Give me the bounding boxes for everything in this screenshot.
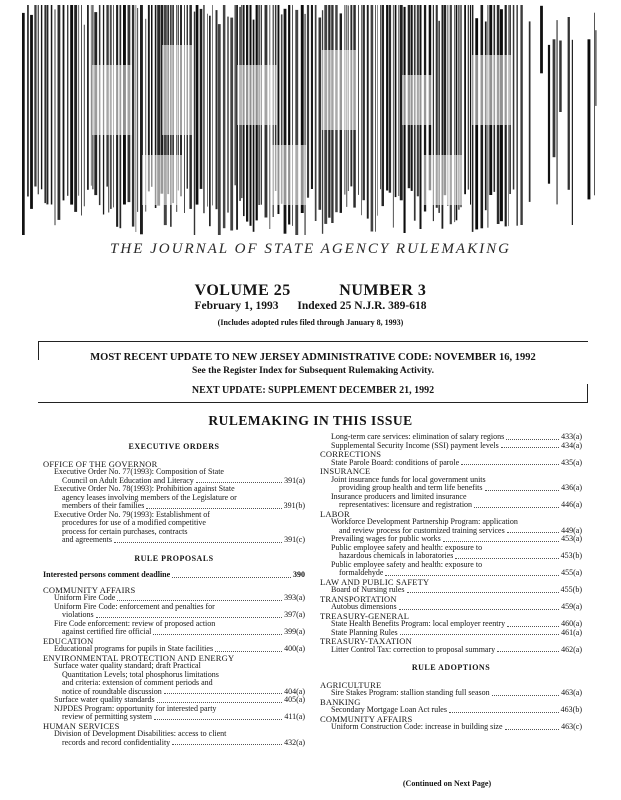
- masthead-stripe: [34, 5, 36, 187]
- contents-left-column: [43, 433, 305, 747]
- page-reference: 449(a): [561, 525, 582, 535]
- entry-line: members of their families: [62, 502, 145, 510]
- masthead-stripe: [58, 5, 61, 220]
- journal-subtitle: THE JOURNAL OF STATE AGENCY RULEMAKING: [110, 241, 511, 257]
- entry-line: review of permitting system: [62, 713, 152, 721]
- masthead-stripe: [78, 5, 79, 196]
- entry-line: Autobus dimensions: [331, 603, 397, 611]
- page-reference: 434(a): [561, 440, 582, 450]
- entry-line: Surface water quality standards: [54, 696, 155, 704]
- masthead-stripe: [63, 5, 65, 200]
- page-reference: 411(a): [284, 712, 305, 721]
- volume-number-line: [0, 282, 621, 300]
- entry-line: Council on Adult Education and Literacy: [62, 476, 194, 485]
- date-line: [0, 300, 621, 312]
- agency-heading: ENVIRONMENTAL PROTECTION AND ENERGY: [43, 652, 235, 663]
- masthead-stripe: [529, 21, 531, 202]
- page-reference: 390: [293, 570, 305, 579]
- masthead-stripe: [380, 5, 381, 189]
- section-heading: RULE PROPOSALS: [134, 553, 214, 563]
- agency-heading: TREASURY-TAXATION: [320, 636, 412, 646]
- page-reference: 391(b): [283, 501, 305, 510]
- masthead-stripe: [557, 20, 558, 204]
- masthead-letter-gap: [162, 45, 192, 135]
- section-title: RULEMAKING IN THIS ISSUE: [208, 413, 413, 428]
- entry-line: Litter Control Tax: correction to proposal summary: [331, 645, 496, 654]
- entry-line: formaldehyde: [339, 569, 384, 577]
- leader-dots: [507, 626, 559, 627]
- agency-heading: AGRICULTURE: [320, 679, 382, 690]
- masthead-stripe: [230, 18, 233, 231]
- contents-entry: [43, 468, 305, 485]
- masthead-stripe: [363, 5, 365, 200]
- masthead-stripe: [253, 20, 255, 232]
- masthead-stripe: [203, 5, 204, 213]
- contents-entry: [320, 723, 582, 732]
- leader-dots: [455, 558, 558, 559]
- next-update: NEXT UPDATE: SUPPLEMENT DECEMBER 21, 1992: [191, 385, 435, 396]
- masthead-stripe: [46, 5, 48, 204]
- agency-heading: LABOR: [320, 508, 350, 519]
- masthead-stripe: [386, 5, 388, 191]
- page-reference: 404(a): [284, 686, 305, 696]
- comment-deadline-entry: [43, 571, 305, 580]
- entry-line: hazardous chemicals in laboratories: [339, 552, 454, 560]
- masthead-stripe: [22, 13, 25, 235]
- masthead-stripe: [361, 5, 362, 215]
- page-reference: 432(a): [284, 737, 305, 747]
- agency-heading: HUMAN SERVICES: [43, 720, 120, 731]
- masthead-stripe: [209, 16, 211, 227]
- entry-line: Prevailing wages for public works: [331, 535, 441, 543]
- masthead-letter-gap: [92, 65, 132, 135]
- number-label: NUMBER 3: [339, 282, 427, 299]
- leader-dots: [497, 651, 559, 652]
- masthead-stripe: [371, 5, 374, 232]
- masthead-stripe: [218, 24, 221, 235]
- page-reference: 455(b): [560, 585, 582, 594]
- masthead-stripe: [594, 13, 595, 196]
- leader-dots: [443, 541, 559, 542]
- contents-entry: [320, 620, 582, 629]
- continued-note: (Continued on Next Page): [402, 779, 492, 788]
- agency-heading: BANKING: [320, 696, 361, 707]
- leader-dots: [164, 693, 282, 694]
- page-reference: 393(a): [284, 593, 305, 602]
- entry-line: State Parole Board: conditions of parole: [331, 458, 460, 467]
- masthead-stripe: [382, 5, 385, 206]
- masthead-image: [22, 5, 597, 235]
- masthead-stripe: [30, 15, 33, 209]
- masthead-stripe: [235, 5, 236, 185]
- page-reference: 446(a): [561, 500, 582, 509]
- leader-dots: [400, 634, 559, 635]
- indexed-range: Indexed 25 N.J.R. 389-618: [297, 300, 427, 312]
- code-update-box: [38, 341, 588, 403]
- entry-line: Surface water quality standard; draft Practical: [54, 661, 201, 670]
- masthead-stripe: [207, 14, 208, 207]
- leader-dots: [172, 577, 291, 578]
- entry-line: Educational programs for pupils in State facilities: [54, 645, 214, 653]
- leader-dots: [172, 744, 282, 745]
- masthead-stripe: [393, 5, 394, 228]
- leader-dots: [96, 617, 283, 618]
- entry-line: agency leases involving members of the Legislature or: [62, 492, 237, 502]
- page-reference: 400(a): [284, 644, 305, 653]
- masthead-stripe: [212, 5, 213, 205]
- masthead-stripe: [55, 9, 56, 225]
- masthead-stripe: [513, 5, 515, 190]
- masthead-letter-gap: [422, 155, 462, 205]
- masthead-stripe: [389, 5, 391, 193]
- entry-line: NJPDES Program: opportunity for interested party: [54, 703, 217, 713]
- page-reference: 463(a): [561, 688, 582, 697]
- page-reference: 391(a): [284, 475, 305, 485]
- page-reference: 459(a): [561, 602, 582, 611]
- masthead-stripe: [464, 5, 466, 194]
- leader-dots: [492, 695, 559, 696]
- masthead-stripe: [223, 5, 226, 228]
- contents-entry: [320, 476, 582, 493]
- contents-entry: [320, 518, 582, 535]
- entry-line: representatives: licensure and registration: [339, 501, 473, 509]
- masthead-stripe: [517, 5, 518, 226]
- page-reference: 435(a): [561, 457, 582, 467]
- masthead-stripe: [91, 5, 92, 186]
- masthead-stripe: [216, 10, 218, 209]
- masthead-stripe: [572, 40, 573, 225]
- page-reference: 433(a): [561, 432, 582, 441]
- volume-label: VOLUME 25: [194, 282, 291, 299]
- page-reference: 405(a): [284, 695, 305, 704]
- issue-date: February 1, 1993: [194, 300, 279, 312]
- masthead-stripe: [358, 5, 359, 195]
- entry-line: and agreements: [62, 536, 112, 544]
- masthead-stripe: [540, 6, 543, 74]
- page-reference: 463(c): [561, 722, 582, 731]
- contents-entry: [43, 730, 305, 747]
- masthead-letter-gap: [142, 155, 182, 205]
- leader-dots: [507, 532, 559, 533]
- leader-dots: [474, 507, 559, 508]
- masthead-stripe: [398, 5, 399, 196]
- masthead-stripe: [87, 5, 89, 190]
- entry-line: Uniform Fire Code: enforcement and penalties for: [54, 601, 215, 611]
- entry-line: against certified fire official: [62, 628, 152, 636]
- entry-line: Insurance producers and limited insurance: [331, 491, 467, 501]
- entry-text: Interested persons comment deadline: [43, 571, 171, 579]
- leader-dots: [449, 712, 559, 713]
- leader-dots: [114, 542, 282, 543]
- leader-dots: [117, 600, 282, 601]
- leader-dots: [506, 439, 559, 440]
- contents-right-column: [320, 433, 582, 732]
- entry-line: Division of Development Disabilities: access to client: [54, 729, 227, 738]
- entry-line: Uniform Construction Code: increase in building size: [331, 723, 503, 731]
- entry-line: State Planning Rules: [331, 628, 398, 637]
- contents-entry: [320, 646, 582, 655]
- contents-entry: [43, 511, 305, 545]
- masthead-stripe: [559, 41, 562, 113]
- entry-line: violations: [62, 611, 94, 619]
- most-recent-update: MOST RECENT UPDATE TO NEW JERSEY ADMINISTRATIVE CODE: NOVEMBER 16, 1992: [90, 352, 536, 363]
- leader-dots: [501, 447, 559, 448]
- leader-dots: [196, 482, 282, 483]
- masthead-stripe: [74, 5, 77, 212]
- entry-line: Board of Nursing rules: [331, 586, 405, 594]
- masthead-stripe: [194, 12, 195, 235]
- section-heading: EXECUTIVE ORDERS: [128, 442, 220, 451]
- masthead-stripe: [468, 5, 469, 190]
- masthead-stripe: [307, 5, 309, 198]
- contents-entry: [320, 433, 582, 442]
- entry-line: Executive Order No. 79(1993): Establishment of: [54, 509, 210, 519]
- leader-dots: [407, 592, 559, 593]
- page-reference: 453(b): [560, 551, 582, 560]
- page-reference: 461(a): [561, 627, 582, 637]
- masthead-stripe: [367, 5, 369, 219]
- entry-line: process for certain purchases, contracts: [62, 526, 188, 536]
- masthead-stripe: [375, 5, 376, 232]
- leader-dots: [385, 575, 559, 576]
- masthead-stripe: [137, 8, 138, 212]
- page-reference: 397(a): [284, 610, 305, 619]
- includes-note: (Includes adopted rules filed through January 8, 1993): [217, 318, 404, 327]
- masthead-stripe: [520, 5, 522, 225]
- leader-dots: [157, 702, 282, 703]
- masthead-stripe: [84, 25, 85, 207]
- entry-line: State Health Benefits Program: local employer reentry: [331, 620, 506, 628]
- page-reference: 460(a): [561, 619, 582, 628]
- masthead-letter-gap: [472, 55, 512, 125]
- masthead-stripe: [311, 5, 313, 189]
- entry-line: notice of roundtable discussion: [62, 687, 162, 696]
- contents-entry: [43, 705, 305, 722]
- masthead-stripe: [315, 5, 317, 221]
- entry-line: Public employee safety and health: exposure to: [331, 542, 483, 552]
- masthead-stripe: [38, 5, 39, 194]
- masthead-stripe: [136, 5, 137, 232]
- contents-entry: [320, 561, 582, 578]
- leader-dots: [505, 729, 560, 730]
- masthead-stripe: [595, 30, 596, 106]
- leader-dots: [461, 464, 559, 465]
- entry-line: Supplemental Security Income (SSI) payment levels: [331, 441, 499, 450]
- leader-dots: [485, 490, 560, 491]
- contents-entry: [43, 603, 305, 620]
- agency-heading: CORRECTIONS: [320, 449, 382, 459]
- contents-entry: [320, 493, 582, 510]
- agency-heading: COMMUNITY AFFAIRS: [320, 713, 413, 724]
- page-reference: 453(a): [561, 534, 582, 543]
- entry-line: Quantitation Levels; total phosphorus limitations: [62, 669, 219, 679]
- entry-line: Sire Stakes Program: stallion standing full season: [331, 689, 490, 697]
- leader-dots: [399, 609, 560, 610]
- page-reference: 462(a): [561, 644, 582, 654]
- contents-entry: [43, 485, 305, 511]
- masthead-stripe: [51, 5, 53, 205]
- masthead-stripe: [377, 5, 378, 216]
- masthead-stripe: [553, 39, 556, 157]
- masthead-stripe: [395, 5, 397, 197]
- masthead-stripe: [227, 17, 228, 213]
- masthead-stripe: [27, 5, 29, 197]
- masthead-stripe: [67, 5, 68, 196]
- entry-line: and criteria: extension of comment periods and: [62, 678, 213, 687]
- register-index-note: See the Register Index for Subsequent Rulemaking Activity.: [192, 366, 434, 376]
- masthead-letter-gap: [322, 50, 357, 130]
- masthead-stripe: [70, 5, 73, 205]
- leader-dots: [215, 651, 282, 652]
- leader-dots: [154, 719, 282, 720]
- page-reference: 399(a): [284, 627, 305, 636]
- entry-line: procedures for use of a modified competitive: [62, 518, 206, 527]
- agency-heading: INSURANCE: [320, 466, 371, 476]
- masthead-stripe: [200, 9, 203, 189]
- entry-line: and review process for customized training services: [339, 526, 505, 535]
- contents-entry: [320, 544, 582, 561]
- masthead-letter-gap: [237, 65, 277, 125]
- masthead-stripe: [41, 5, 42, 189]
- masthead-stripe: [470, 5, 471, 205]
- agency-heading: EDUCATION: [43, 635, 94, 646]
- section-heading: RULE ADOPTIONS: [411, 663, 491, 672]
- entry-line: Executive Order No. 77(1993): Composition of State: [54, 467, 224, 476]
- agency-heading: LAW AND PUBLIC SAFETY: [320, 576, 430, 587]
- entry-line: Joint insurance funds for local government units: [331, 474, 486, 484]
- agency-heading: COMMUNITY AFFAIRS: [43, 584, 136, 595]
- page-reference: 455(a): [561, 568, 582, 577]
- entry-line: Public employee safety and health: exposure to: [331, 559, 483, 569]
- page-reference: 391(c): [284, 535, 305, 544]
- masthead-letter-gap: [272, 145, 307, 205]
- masthead-stripe: [44, 5, 46, 203]
- entry-line: providing group health and term life benefits: [339, 484, 483, 492]
- masthead-stripe: [319, 18, 322, 210]
- agency-heading: TRANSPORTATION: [320, 593, 397, 604]
- masthead-stripe: [132, 5, 134, 227]
- masthead-stripe: [81, 5, 82, 216]
- agency-heading: TREASURY-GENERAL: [320, 610, 410, 621]
- entry-line: Workforce Development Partnership Program: application: [331, 517, 518, 526]
- masthead-stripe: [568, 17, 570, 190]
- page-reference: 436(a): [561, 483, 582, 492]
- entry-line: Executive Order No. 78(1993): Prohibition against State: [54, 484, 235, 493]
- entry-line: Uniform Fire Code: [54, 594, 116, 602]
- masthead-stripe: [588, 39, 591, 199]
- contents-entry: [43, 662, 305, 696]
- masthead-letter-gap: [402, 75, 432, 125]
- entry-line: Secondary Mortgage Loan Act rules: [331, 706, 447, 714]
- entry-line: Fire Code enforcement: review of proposed action: [54, 618, 216, 628]
- entry-line: records and record confidentiality: [62, 738, 171, 747]
- page-reference: 463(b): [560, 705, 582, 714]
- masthead-stripe: [548, 45, 550, 184]
- entry-line: Long-term care services: elimination of salary regions: [331, 433, 505, 441]
- masthead-stripe: [196, 5, 199, 205]
- leader-dots: [153, 634, 282, 635]
- agency-heading: OFFICE OF THE GOVERNOR: [43, 458, 158, 469]
- contents-entry: [43, 620, 305, 637]
- leader-dots: [146, 508, 281, 509]
